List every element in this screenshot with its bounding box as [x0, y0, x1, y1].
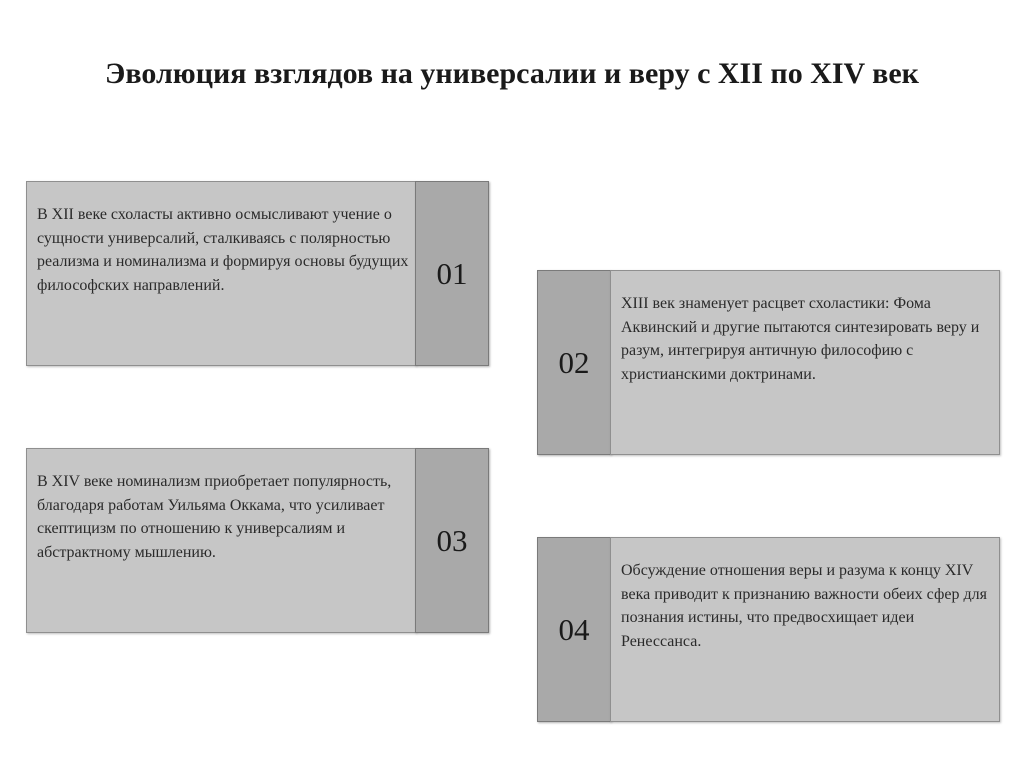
card-number-box [537, 270, 611, 455]
card-number: 02 [558, 344, 590, 380]
card-description: XIII век знаменует расцвет схоластики: Фома Аквинский и другие пытаются синтезировать веру и разум, интегрируя античную философию с христианскими доктринами. [621, 295, 980, 383]
card-description: В XIV веке номинализм приобретает популярность, благодаря работам Уильяма Оккама, что усиливает скептицизм по отношению к универсалиям и абстрактному мышлению. [37, 473, 392, 561]
timeline-card-01 [26, 181, 489, 366]
card-number-box [537, 537, 611, 722]
card-text-box [610, 537, 1000, 722]
slide-title: Эволюция взглядов на универсалии и веру с XII по XIV век [105, 57, 919, 90]
card-number-box [415, 448, 489, 633]
card-text-box [26, 448, 416, 633]
timeline-card-02 [537, 270, 1000, 455]
card-number: 01 [436, 255, 468, 291]
card-number: 04 [558, 611, 590, 647]
card-number-box [415, 181, 489, 366]
timeline-card-04 [537, 537, 1000, 722]
card-text-box [610, 270, 1000, 455]
timeline-card-03 [26, 448, 489, 633]
card-text-box [26, 181, 416, 366]
card-number: 03 [436, 522, 468, 558]
card-description: Обсуждение отношения веры и разума к концу XIV века приводит к признанию важности обеих сфер для познания истины, что предвосхищает идеи Ренессанса. [621, 562, 987, 650]
card-description: В XII веке схоласты активно осмысливают учение о сущности универсалий, сталкиваясь с полярностью реализма и номинализма и формируя основы будущих философских направлений. [37, 206, 409, 294]
